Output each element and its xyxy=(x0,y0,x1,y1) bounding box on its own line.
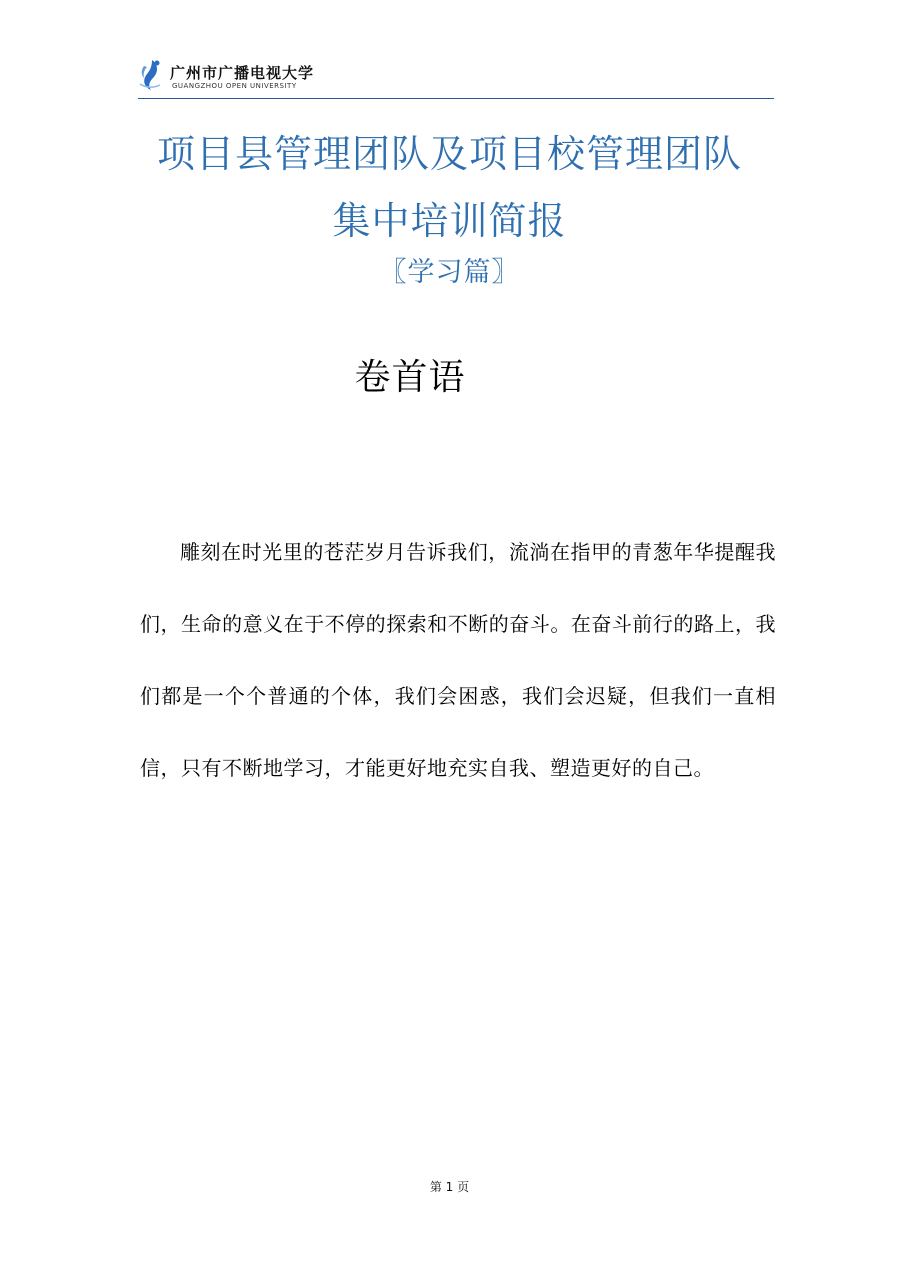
university-logo-icon xyxy=(138,58,164,92)
document-subtitle: 〖学习篇〗 xyxy=(379,257,520,288)
institution-name-en: GUANGZHOU OPEN UNIVERSITY xyxy=(172,82,297,90)
document-title-line-2: 集中培训简报 xyxy=(332,199,567,243)
document-title-line-1: 项目县管理团队及项目校管理团队 xyxy=(156,132,742,176)
institution-name-cn: 广州市广播电视大学 xyxy=(170,64,315,82)
header-divider xyxy=(138,98,774,99)
page-header xyxy=(138,58,778,102)
page-number: 第 1 页 xyxy=(429,1180,470,1194)
section-heading: 卷首语 xyxy=(354,357,466,398)
body-paragraph: 雕刻在时光里的苍茫岁月告诉我们，流淌在指甲的青葱年华提醒我们，生命的意义在于不停的探索和不断的奋斗。在奋斗前行的路上，我们都是一个个普通的个体，我们会困惑，我们会迟疑，但我们一直相信，只有不断地学习，才能更好地充实自我、塑造更好的自己。 xyxy=(140,540,776,780)
